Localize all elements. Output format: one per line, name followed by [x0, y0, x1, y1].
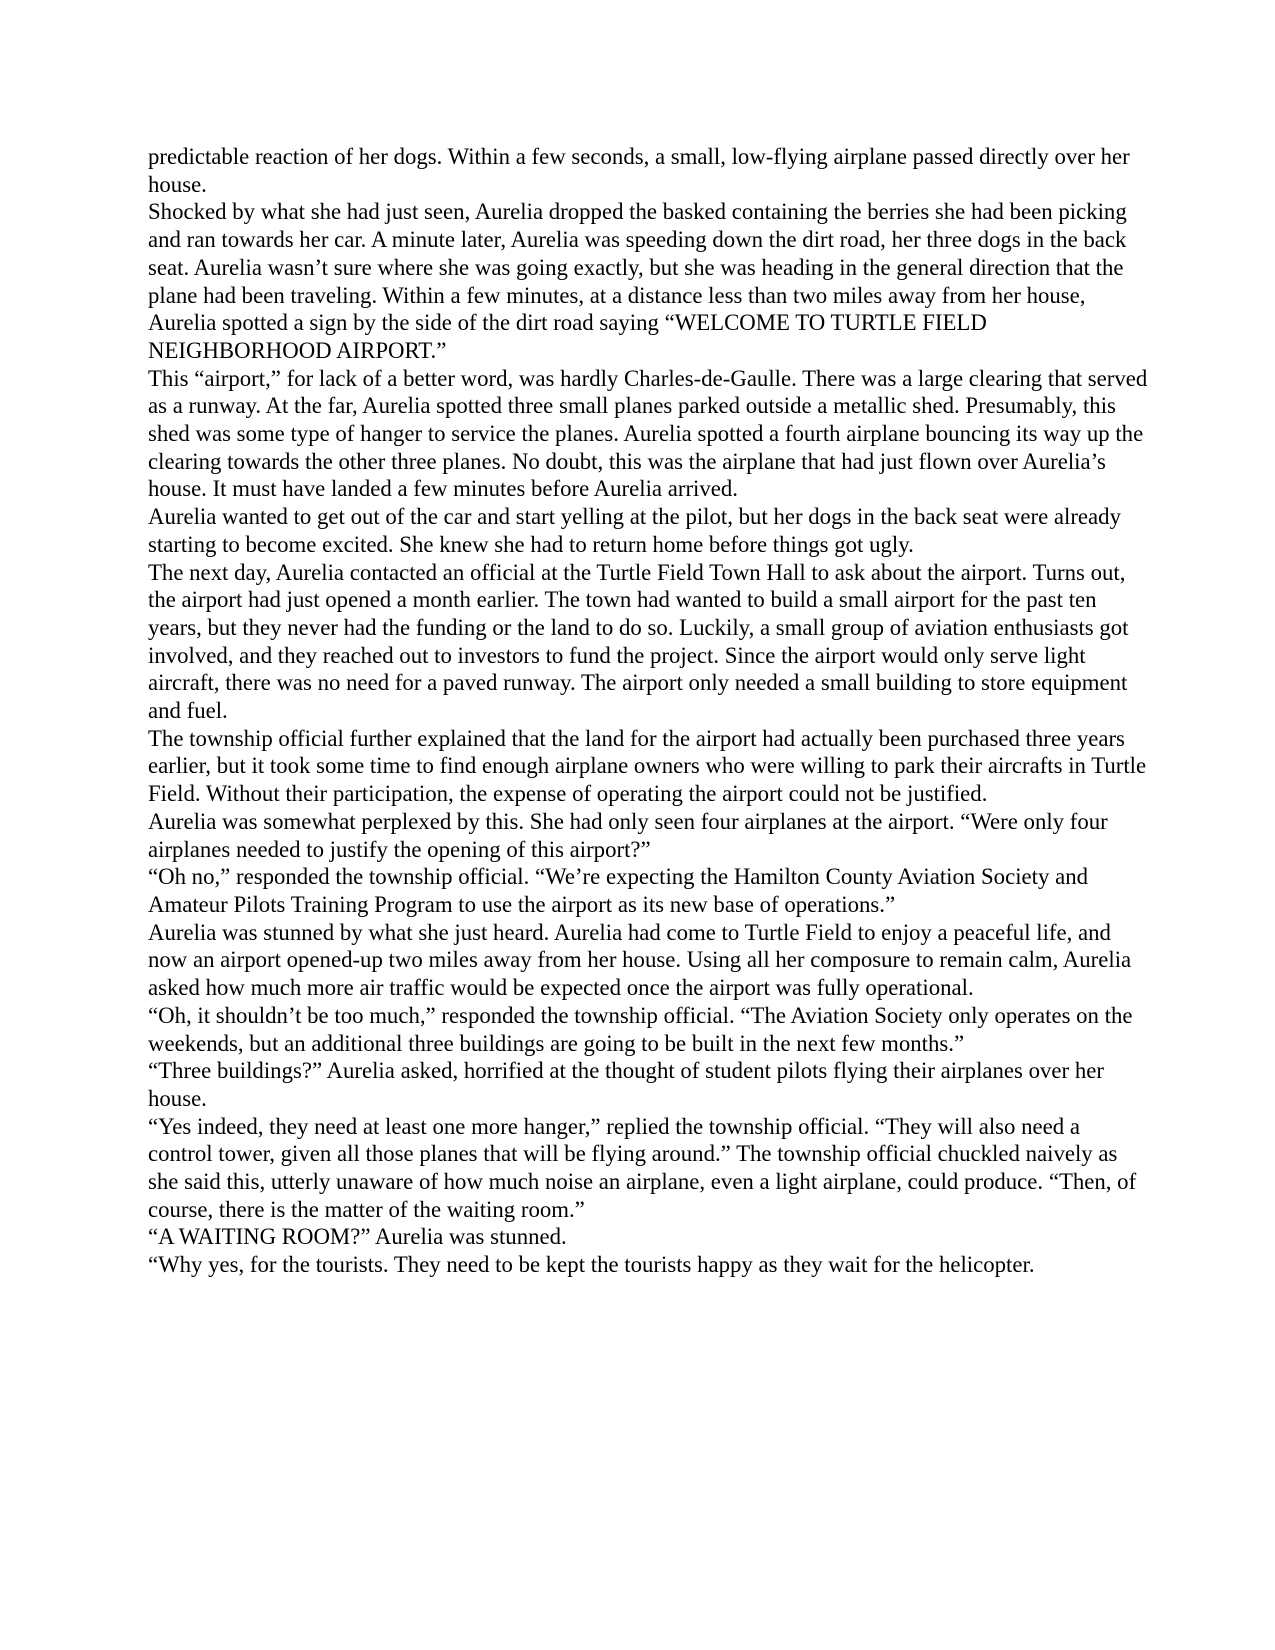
paragraph-student-pilots: “Three buildings?” Aurelia asked, horrified at the thought of student pilots flying their airplanes over her house. — [148, 1058, 1104, 1111]
paragraph-aviation-society: “Oh no,” responded the township official. “We’re expecting the Hamilton County Aviation Society and Amateur Pilots Training Program to use the airport as its new base of operations.” — [148, 864, 1088, 917]
paragraph-land-purchase: The township official further explained that the land for the airport had actually been purchased three years earlier, but it took some time to find enough airplane owners who were willing to park their aircrafts in Turtle Field. Without their participation, the expense of operating the airport could not be justified. — [148, 725, 1147, 807]
paragraph-four-airplanes: Aurelia was somewhat perplexed by this. She had only seen four airplanes at the airport. “Were only four airplanes needed to justify the opening of this airport?” — [148, 808, 1108, 862]
document-page — [148, 143, 1148, 1279]
paragraph-control-tower: “Yes indeed, they need at least one more hanger,” replied the township official. “They will also need a control tower, given all those planes that will be flying around.” The township official chuckled naively as she said this, utterly unaware of how much noise an airplane, even a light airplane, could produce. “Then, of course, there is the matter of the waiting room.” — [148, 1113, 1137, 1222]
paragraph-dog-reaction: predictable reaction of her dogs. Within a few seconds, a small, low-flying airplane passed directly over her house. — [148, 144, 1130, 197]
paragraph-waiting-room: “A WAITING ROOM?” Aurelia was stunned. — [148, 1224, 567, 1250]
paragraph-air-traffic: Aurelia was stunned by what she just heard. Aurelia had come to Turtle Field to enjoy a peaceful life, and now an airport opened-up two miles away from her house. Using all her composure to remain calm, Aurelia asked how much more air traffic would be expected once the airport was fully operational. — [148, 919, 1132, 1001]
paragraph-drive-to-airport: Shocked by what she had just seen, Aurelia dropped the basked containing the berries she had been picking and ran towards her car. A minute later, Aurelia was speeding down the dirt road, her three dogs in the back seat. Aurelia wasn’t sure where she was going exactly, but she was heading in the general direction that the plane had been traveling. Within a few minutes, at a distance less than two miles away from her house, Aurelia spotted a sign by the side of the dirt road saying “WELCOME TO TURTLE FIELD NEIGHBORHOOD AIRPORT.” — [148, 199, 1127, 363]
paragraph-town-hall: The next day, Aurelia contacted an official at the Turtle Field Town Hall to ask about the airport. Turns out, the airport had just opened a month earlier. The town had wanted to build a small airport for the past ten years, but they never had the funding or the land to do so. Luckily, a small group of aviation enthusiasts got involved, and they reached out to investors to fund the project. Since the airport would only serve light aircraft, there was no need for a paved runway. The airport only needed a small building to store equipment and fuel. — [148, 559, 1129, 724]
paragraph-three-buildings: “Oh, it shouldn’t be too much,” responded the township official. “The Aviation Society only operates on the weekends, but an additional three buildings are going to be built in the next few months.” — [148, 1002, 1133, 1056]
paragraph-return-home: Aurelia wanted to get out of the car and start yelling at the pilot, but her dogs in the back seat were already starting to become excited. She knew she had to return home before things got ugly. — [148, 504, 1121, 557]
paragraph-tourists: “Why yes, for the tourists. They need to be kept the tourists happy as they wait for the helicopter. — [148, 1252, 1035, 1278]
paragraph-airport-description: This “airport,” for lack of a better word, was hardly Charles-de-Gaulle. There was a large clearing that served as a runway. At the far, Aurelia spotted three small planes parked outside a metallic shed. Presumably, this shed was some type of hanger to service the planes. Aurelia spotted a fourth airplane bouncing its way up the clearing towards the other three planes. No doubt, this was the airplane that had just flown over Aurelia’s house. It must have landed a few minutes before Aurelia arrived. — [148, 365, 1148, 502]
